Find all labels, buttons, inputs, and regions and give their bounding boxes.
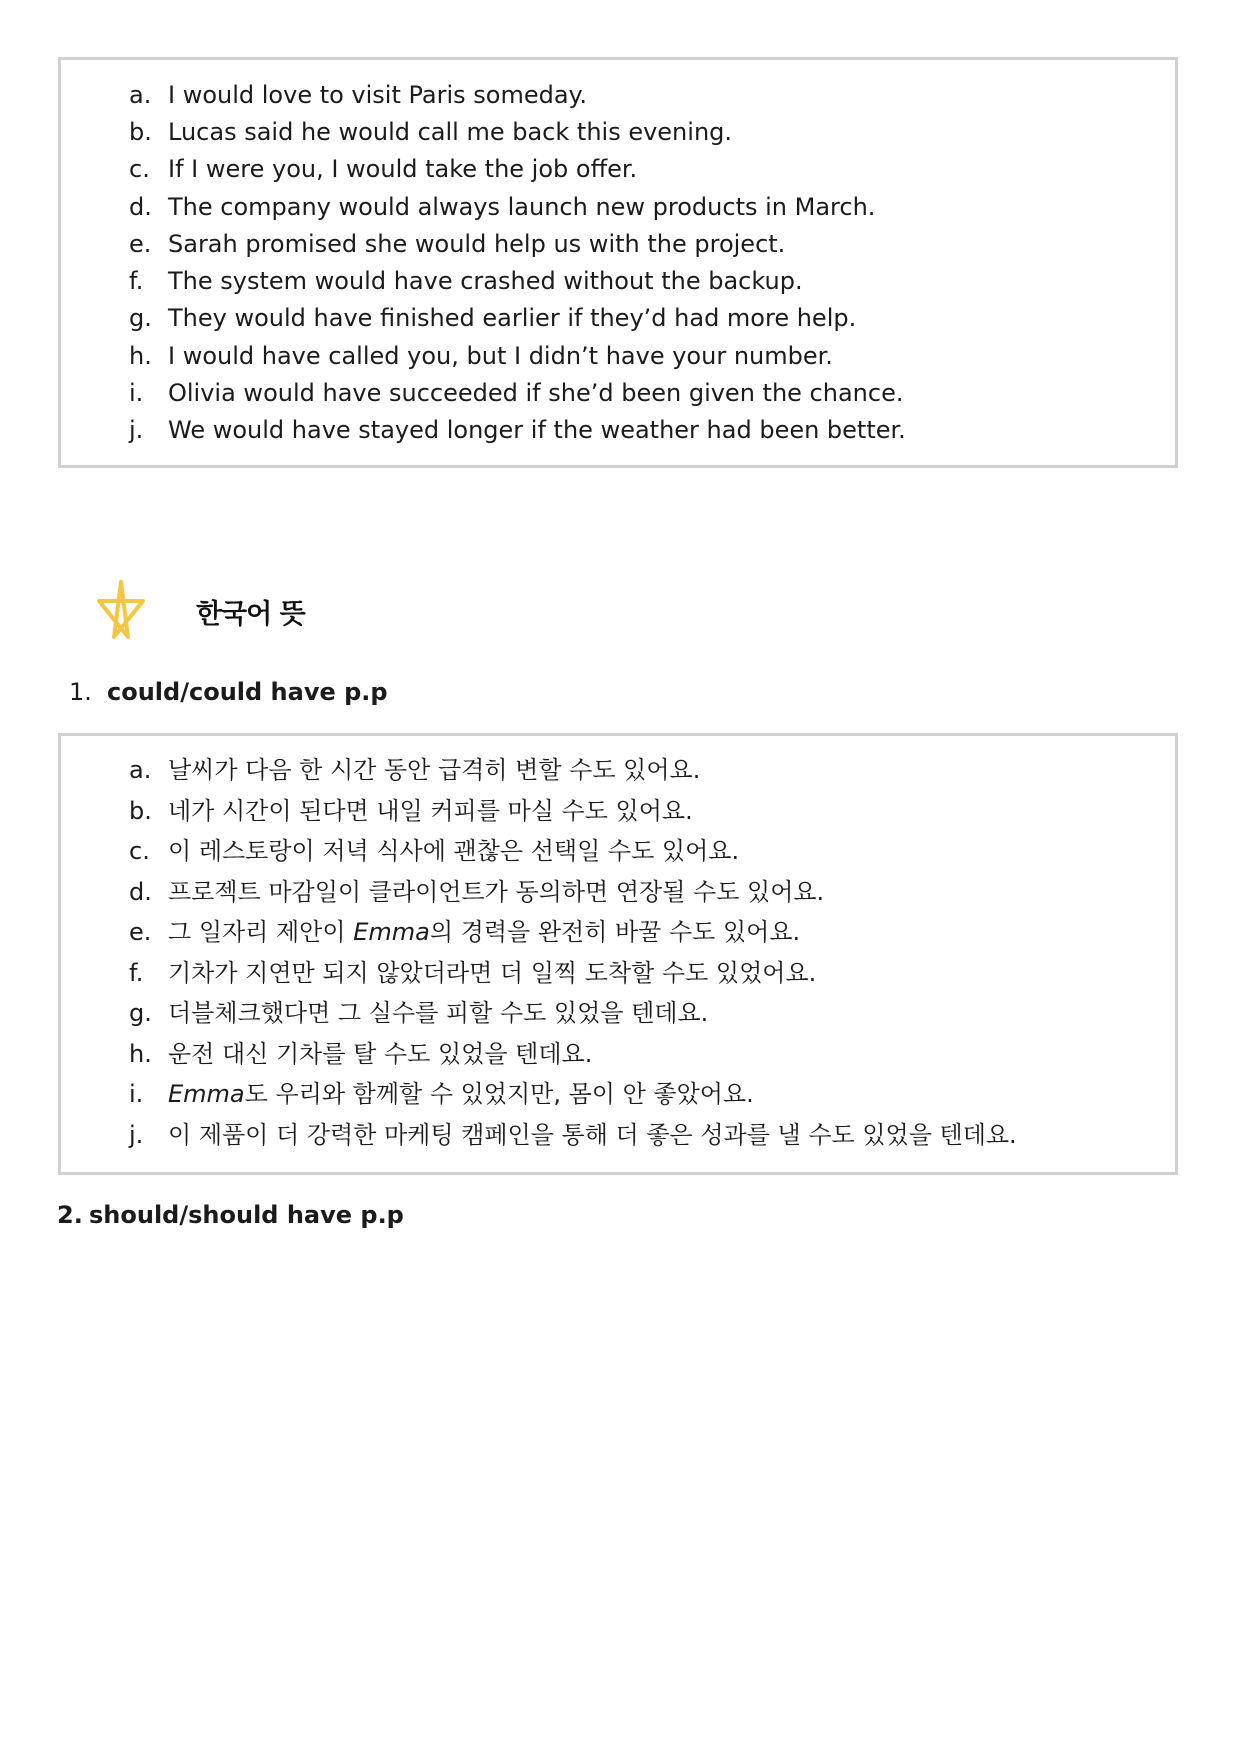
list-item	[129, 917, 800, 947]
item-text: The system would have crashed without the backup.	[168, 267, 803, 295]
item-text: 이 제품이 더 강력한 마케팅 캠페인을 통해 더 좋은 성과를 낼 수도 있었을 텐데요.	[168, 1121, 1017, 1149]
item-letter: e.	[129, 918, 152, 946]
item-letter: j.	[129, 416, 144, 444]
item-letter: g.	[129, 999, 152, 1027]
item-letter: h.	[129, 1040, 152, 1068]
subheading-number: 2.	[57, 1201, 83, 1229]
item-text: I would love to visit Paris someday.	[168, 81, 587, 109]
item-letter: c.	[129, 837, 150, 865]
list-item	[129, 998, 708, 1028]
list-item	[129, 80, 587, 110]
list-item	[129, 796, 693, 826]
item-letter: d.	[129, 193, 152, 221]
item-text: Sarah promised she would help us with the project.	[168, 230, 786, 258]
list-item	[129, 836, 739, 866]
english-examples-box	[58, 57, 1178, 468]
korean-examples-box	[58, 733, 1178, 1175]
item-text: If I were you, I would take the job offer.	[168, 155, 638, 183]
item-letter: a.	[129, 756, 152, 784]
item-text: 프로젝트 마감일이 클라이언트가 동의하면 연장될 수도 있어요.	[168, 878, 825, 906]
item-letter: c.	[129, 155, 150, 183]
list-item	[129, 229, 785, 259]
item-letter: a.	[129, 81, 152, 109]
item-text: Olivia would have succeeded if she’d been given the chance.	[168, 379, 904, 407]
item-text: We would have stayed longer if the weather had been better.	[168, 416, 906, 444]
list-item	[129, 1039, 592, 1069]
list-item	[129, 1120, 1017, 1150]
list-item	[129, 755, 700, 785]
list-item	[129, 1079, 754, 1109]
subheading-number: 1.	[69, 678, 92, 706]
subheading-should	[57, 1200, 404, 1230]
item-text: I would have called you, but I didn’t have your number.	[168, 342, 833, 370]
item-text: The company would always launch new products in March.	[168, 193, 876, 221]
item-letter: i.	[129, 379, 144, 407]
list-item	[129, 958, 816, 988]
item-letter: g.	[129, 304, 152, 332]
item-letter: e.	[129, 230, 152, 258]
list-item	[129, 303, 856, 333]
section-title: 한국어 뜻	[196, 598, 305, 630]
item-text: They would have finished earlier if they’d had more help.	[168, 304, 857, 332]
item-text	[168, 1079, 754, 1109]
item-letter: h.	[129, 342, 152, 370]
list-item	[129, 341, 833, 371]
item-letter: b.	[129, 797, 152, 825]
item-text: 날씨가 다음 한 시간 동안 급격히 변할 수도 있어요.	[168, 756, 701, 784]
item-letter: f.	[129, 959, 144, 987]
item-text-rest: 의 경력을 완전히 바꿀 수도 있어요.	[429, 918, 801, 946]
item-text: 기차가 지연만 되지 않았더라면 더 일찍 도착할 수도 있었어요.	[168, 959, 817, 987]
item-text: 운전 대신 기차를 탈 수도 있었을 텐데요.	[168, 1040, 593, 1068]
item-text: Lucas said he would call me back this evening.	[168, 118, 733, 146]
item-text-rest: 도 우리와 함께할 수 있었지만, 몸이 안 좋았어요.	[244, 1080, 754, 1108]
item-text-emphasis: Emma	[353, 918, 430, 946]
item-letter: j.	[129, 1121, 144, 1149]
list-item	[129, 192, 875, 222]
item-text-emphasis: Emma	[168, 1080, 245, 1108]
list-item	[129, 154, 637, 184]
item-letter: d.	[129, 878, 152, 906]
item-letter: i.	[129, 1080, 144, 1108]
subheading-label: could/could have p.p	[107, 678, 388, 706]
star-icon	[96, 579, 146, 643]
subheading-label: should/should have p.p	[89, 1201, 404, 1229]
item-text: 이 레스토랑이 저녁 식사에 괜찮은 선택일 수도 있어요.	[168, 837, 740, 865]
item-letter: b.	[129, 118, 152, 146]
item-text: 네가 시간이 된다면 내일 커피를 마실 수도 있어요.	[168, 797, 693, 825]
list-item	[129, 266, 803, 296]
section-heading	[96, 579, 305, 643]
item-letter: f.	[129, 267, 144, 295]
subheading-could	[69, 677, 388, 707]
list-item	[129, 877, 824, 907]
item-text: 더블체크했다면 그 실수를 피할 수도 있었을 텐데요.	[168, 999, 709, 1027]
list-item	[129, 415, 906, 445]
item-text	[168, 917, 800, 947]
list-item	[129, 117, 732, 147]
item-text-prefix: 그 일자리 제안이	[168, 918, 354, 946]
list-item	[129, 378, 903, 408]
